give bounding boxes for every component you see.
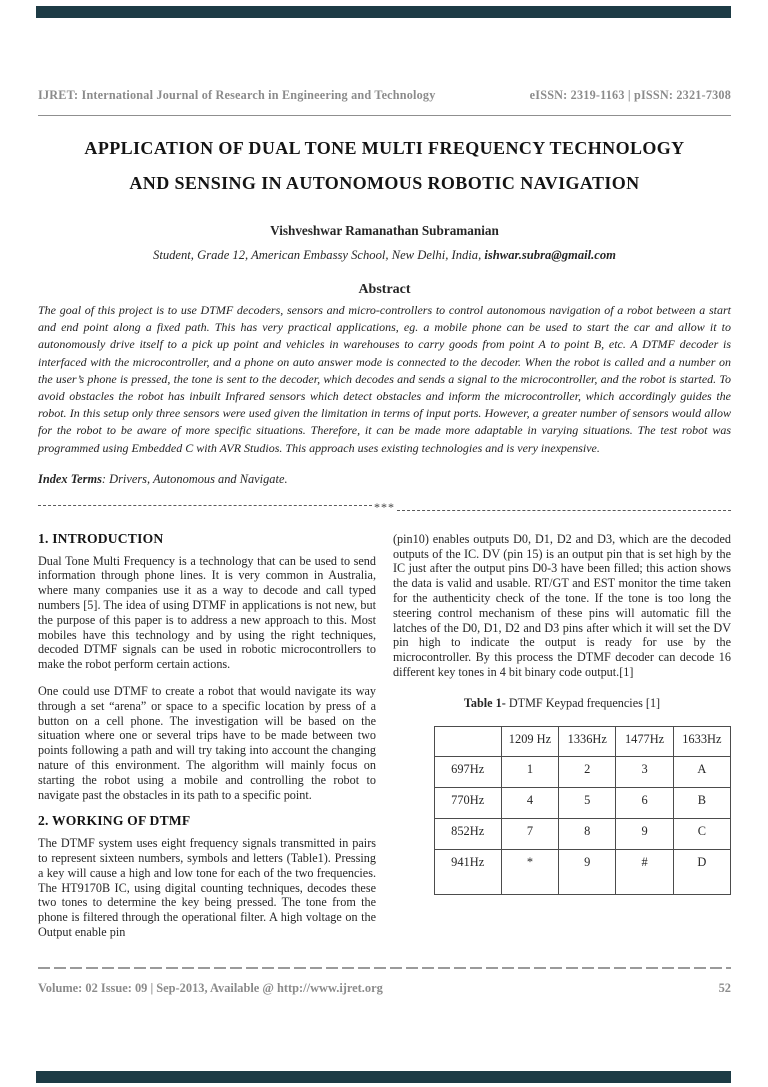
right-column — [393, 532, 731, 952]
paper-title — [38, 131, 731, 201]
header-rule — [38, 115, 731, 116]
footer-volume-info: Volume: 02 Issue: 09 | Sep-2013, Available @ http://www.ijret.org — [38, 981, 383, 995]
page-content — [38, 0, 731, 952]
section-divider — [38, 501, 731, 515]
row-frequency-label: 941Hz — [434, 849, 501, 894]
section-heading-working-of-dtmf: 2. WORKING OF DTMF — [38, 813, 191, 829]
divider-dash-left — [38, 505, 372, 506]
table-cell: * — [501, 849, 558, 894]
page-footer — [38, 981, 731, 996]
section-heading-introduction: 1. INTRODUCTION — [38, 530, 164, 546]
divider-stars: *** — [374, 500, 395, 515]
index-terms — [38, 472, 731, 487]
table-header-cell — [434, 726, 501, 756]
row-frequency-label: 770Hz — [434, 787, 501, 818]
table-cell: 5 — [559, 787, 616, 818]
index-terms-text: : Drivers, Autonomous and Navigate. — [101, 471, 288, 486]
table-cell: # — [616, 849, 673, 894]
working-paragraph-2: (pin10) enables outputs D0, D1, D2 and D3, which are the decoded outputs of the IC. DV (pin 15) is an output pin that is set high by the IC just after the output pins D0-3 have been filled; this action shows the data is valid and usable. RT/GT and EST monitor the time taken for the authenticity check of the tone. If the tone is too long the steering control mechanism of these pins will automatic fill the latches of the D0, D1, D2 and D3 pins after which it will set the DV pin high to indicate the output is ready for use by the microcontroller. By this process the DTMF decoder can decode 16 different key tones in 4 bit binary code output.[1] — [393, 531, 731, 679]
table-caption-label: Table 1- — [463, 695, 506, 710]
abstract-text: The goal of this project is to use DTMF decoders, sensors and micro-controllers to control autonomous navigation of a robot between a start and end point along a fixed path. This has very practical applications, eg. a mobile phone can be used to start the car and allow it to autonomously drive itself to a pick up point and vehicles in warehouses to carry goods from point A to point B, etc. A DTMF decoder is interfaced with the microcontroller, and a phone on auto answer mode is connected to the decoder. When the robot is called and a number on the user’s phone is pressed, the tone is sent to the decoder, which decodes and sends a signal to the microcontroller, and the robot is started. To avoid obstacles the robot has inbuilt Infrared sensors which detect obstacles and inform the microcontroller, which accordingly guides the robot. In this setup only three sensors were used given the limitation in terms of input ports. However, a greater number of sensors would allow for the robot to be aware of more specific situations. Therefore, it can be made more adaptable in varying situations. The test robot was programmed using Embedded C with AVR Studios. This approach uses existing technologies and is very inexpensive. — [38, 303, 731, 455]
journal-name: IJRET: International Journal of Research in Engineering and Technology — [38, 88, 436, 102]
author-affiliation — [38, 248, 731, 263]
table-caption — [393, 696, 731, 711]
footer-page-number: 52 — [718, 981, 731, 995]
footer-separator — [38, 967, 731, 969]
table-row — [434, 756, 730, 787]
table-header-cell: 1477Hz — [616, 726, 673, 756]
paper-title-line1: APPLICATION OF DUAL TONE MULTI FREQUENCY TECHNOLOGY — [84, 138, 685, 158]
table-cell: 8 — [559, 818, 616, 849]
index-terms-label: Index Terms — [38, 471, 102, 486]
dtmf-frequency-table — [434, 726, 731, 895]
table-header-cell: 1209 Hz — [501, 726, 558, 756]
table-cell: 4 — [501, 787, 558, 818]
table-cell: 1 — [501, 756, 558, 787]
intro-paragraph-1: Dual Tone Multi Frequency is a technology that can be used to send information through phone lines. It is very common in Australia, where many companies use it as a way to decode and call typed numbers [5]. The idea of using DTMF in applications is not new, but the purpose of this paper is to address a new approach to this. Most mobiles have this technology and by using the right techniques, decoded DTMF signals can be used in robotic microcontrollers to make the robot perform certain actions. — [38, 553, 376, 672]
table-row — [434, 787, 730, 818]
table-cell: 9 — [616, 818, 673, 849]
table-cell: C — [673, 818, 730, 849]
affiliation-text: Student, Grade 12, American Embassy School, New Delhi, India, — [153, 248, 485, 262]
left-column — [38, 532, 376, 952]
table-row — [434, 849, 730, 894]
working-paragraph-1: The DTMF system uses eight frequency signals transmitted in pairs to represent sixteen numbers, symbols and letters (Table1). Pressing a key will cause a high and low tone for each of the two frequencies. The HT9170B IC, using digital counting techniques, decodes these two tones to determine the key being pressed. The tone from the phone is filtered through the operational filter. A high voltage on the Output enable pin — [38, 836, 376, 939]
journal-header — [38, 88, 731, 103]
abstract-heading: Abstract — [358, 282, 411, 297]
table-header-row — [434, 726, 730, 756]
table-cell: D — [673, 849, 730, 894]
row-frequency-label: 852Hz — [434, 818, 501, 849]
table-cell: 6 — [616, 787, 673, 818]
author-email: ishwar.subra@gmail.com — [484, 248, 616, 262]
paper-title-line2: AND SENSING IN AUTONOMOUS ROBOTIC NAVIGATION — [129, 173, 640, 193]
table-caption-text: DTMF Keypad frequencies [1] — [505, 695, 661, 710]
table-header-cell: 1633Hz — [673, 726, 730, 756]
table-cell: A — [673, 756, 730, 787]
issn-numbers: eISSN: 2319-1163 | pISSN: 2321-7308 — [529, 88, 731, 102]
table-cell: 2 — [559, 756, 616, 787]
intro-paragraph-2: One could use DTMF to create a robot that would navigate its way through a set “arena” or space to a specific location by press of a button on a cell phone. The investigation will be based on the situation where one or several trips have to be made between two points following a path and will try taking into account the changing nature of this environment. The algorithm will mainly focus on starting the robot using a mobile and controlling the robot to navigate past the obstacles in its path to a specific point. — [38, 684, 376, 802]
table-cell: 9 — [559, 849, 616, 894]
table-header-cell: 1336Hz — [559, 726, 616, 756]
divider-dash-right — [397, 510, 731, 511]
table-row — [434, 818, 730, 849]
row-frequency-label: 697Hz — [434, 756, 501, 787]
author-name: Vishveshwar Ramanathan Subramanian — [270, 223, 499, 238]
table-cell: 7 — [501, 818, 558, 849]
table-cell: B — [673, 787, 730, 818]
two-column-body — [38, 532, 731, 952]
table-cell: 3 — [616, 756, 673, 787]
bottom-border-bar — [36, 1071, 731, 1083]
